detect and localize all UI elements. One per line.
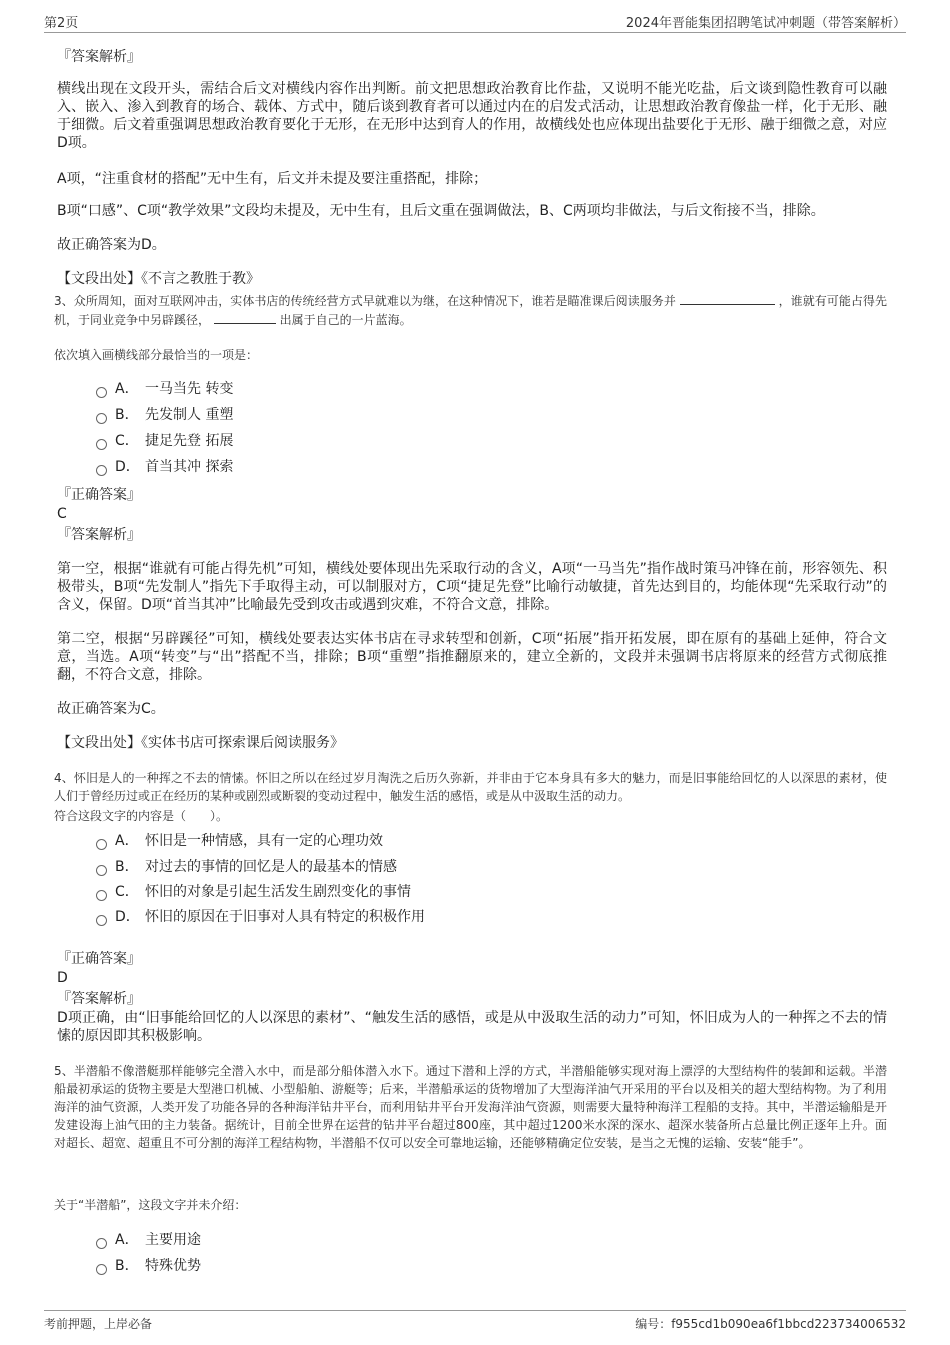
radio-icon[interactable] xyxy=(96,465,107,476)
q3-answer-label: 『正确答案』 xyxy=(57,487,141,503)
q4-option-a[interactable]: A． 怀旧是一种情感，具有一定的心理功效 xyxy=(96,832,383,850)
q3-option-a[interactable]: A． 一马当先 转变 xyxy=(96,380,233,398)
q2-conclusion: 故正确答案为D。 xyxy=(57,237,166,253)
q4-stem: 4、怀旧是人的一种挥之不去的情愫。怀旧之所以在经过岁月淘洗之后历久弥新，并非由于它本身具有多大的魅力，而是旧事能给回忆的人以深思的素材，使人们于曾经历过或正在经历的某种或剧烈或断裂的变动过程中，触发生活的感悟，或是从中汲取生活的动力。 xyxy=(54,771,887,803)
q3-source: 【文段出处】《实体书店可探索课后阅读服务》 xyxy=(57,735,344,751)
radio-icon[interactable] xyxy=(96,839,107,850)
radio-icon[interactable] xyxy=(96,1264,107,1275)
q5-option-b[interactable]: B． 特殊优势 xyxy=(96,1257,201,1275)
q3-answer: C xyxy=(57,506,67,522)
q5-option-a[interactable]: A． 主要用途 xyxy=(96,1231,201,1249)
q5-prompt: 关于“半潜船”，这段文字并未介绍： xyxy=(54,1198,247,1212)
q4-analysis-label: 『答案解析』 xyxy=(57,991,141,1007)
radio-icon[interactable] xyxy=(96,890,107,901)
q3-option-c[interactable]: C． 捷足先登 拓展 xyxy=(96,432,233,450)
q4-option-c[interactable]: C． 怀旧的对象是引起生活发生剧烈变化的事情 xyxy=(96,883,411,901)
q3-option-b[interactable]: B． 先发制人 重塑 xyxy=(96,406,233,424)
footer-slogan: 考前押题，上岸必备 xyxy=(44,1317,153,1331)
q3-analysis-p1: 第一空，根据“谁就有可能占得先机”可知，横线处要体现出先采取行动的含义，A项“一马当先”指作战时策马冲锋在前，形容领先、积极带头，B项“先发制人”指先下手取得主动，可以制服对方，C项“捷足先登”比喻行动敏捷，首先达到目的，均能体现“先采取行动”的含义，保留。D项“首当其冲”比喻最先受到攻击或遇到灾难，不符合文意，排除。 xyxy=(57,561,887,613)
radio-icon[interactable] xyxy=(96,439,107,450)
q2-source: 【文段出处】《不言之教胜于教》 xyxy=(57,271,260,287)
q2-analysis-p3: B项“口感”、C项“教学效果”文段均未提及，无中生有，且后文重在强调做法，B、C两项均非做法，与后文衔接不当，排除。 xyxy=(57,203,825,219)
document-title: 2024年晋能集团招聘笔试冲刺题（带答案解析） xyxy=(625,16,906,31)
q2-analysis-p2: A项，“注重食材的搭配”无中生有，后文并未提及要注重搭配，排除； xyxy=(57,171,488,187)
q2-analysis-p1: 横线出现在文段开头，需结合后文对横线内容作出判断。前文把思想政治教育比作盐，又说明不能光吃盐，后文谈到隐性教育可以融入、嵌入、渗入到教育的场合、载体、方式中，随后谈到教育者可以通过内在的启发式活动，让思想政治教育像盐一样，化于无形、融于细微。后文着重强调思想政治教育要化于无形，在无形中达到育人的作用，故横线处也应体现出盐要化于无形、融于细微之意，对应D项。 xyxy=(57,81,887,151)
radio-icon[interactable] xyxy=(96,1238,107,1249)
page-number: 第2页 xyxy=(44,16,79,31)
q4-prompt: 符合这段文字的内容是（ ）。 xyxy=(54,809,229,823)
q4-answer: D xyxy=(57,970,68,986)
q4-option-d[interactable]: D． 怀旧的原因在于旧事对人具有特定的积极作用 xyxy=(96,908,425,926)
q3-stem: 3、众所周知，面对互联网冲击，实体书店的传统经营方式早就难以为继，在这种情况下，谁若是瞄准课后阅读服务并 ，谁就有可能占得先机，于同业竞争中另辟蹊径， 出属于自己的一片蓝海。 xyxy=(54,291,887,329)
document-code: 编号：f955cd1b090ea6f1bbcd223734006532 xyxy=(635,1317,906,1331)
q3-analysis-label: 『答案解析』 xyxy=(57,527,141,543)
q3-blank-2 xyxy=(214,310,276,324)
q4-option-b[interactable]: B． 对过去的事情的回忆是人的最基本的情感 xyxy=(96,858,397,876)
q3-analysis-p2: 第二空，根据“另辟蹊径”可知，横线处要表达实体书店在寻求转型和创新，C项“拓展”指开拓发展，即在原有的基础上延伸，符合文意，当选。A项“转变”与“出”搭配不当，排除；B项“重塑”指推翻原来的，建立全新的，文段并未强调书店将原来的经营方式彻底推翻，不符合文意，排除。 xyxy=(57,631,887,683)
q3-conclusion: 故正确答案为C。 xyxy=(57,701,165,717)
page-footer xyxy=(44,1310,906,1333)
radio-icon[interactable] xyxy=(96,413,107,424)
page-header xyxy=(44,10,906,33)
radio-icon[interactable] xyxy=(96,865,107,876)
q4-analysis: D项正确，由“旧事能给回忆的人以深思的素材”、“触发生活的感悟，或是从中汲取生活的动力”可知，怀旧成为人的一种挥之不去的情愫的原因即其积极影响。 xyxy=(57,1010,887,1044)
q2-analysis-label: 『答案解析』 xyxy=(57,49,141,65)
q5-stem: 5、半潜船不像潜艇那样能够完全潜入水中，而是部分船体潜入水下。通过下潜和上浮的方式，半潜船能够实现对海上漂浮的大型结构件的装卸和运载。半潜船最初承运的货物主要是大型港口机械、小型船舶、游艇等；后来，半潜船承运的货物增加了大型海洋油气开采用的平台以及相关的超大型结构物。为了利用海洋的油气资源，人类开发了功能各异的各种海洋钻井平台，而利用钻井平台开发海洋油气资源，则需要大量特种海洋工程船的支持。其中，半潜运输船是开发建设海上油气田的主力装备。据统计，目前全世界在运营的钻井平台超过800座，其中超过1200米水深的深水、超深水装备所占总量比例正逐年上升。面对超长、超宽、超重且不可分割的海洋工程结构物，半潜船不仅可以安全可靠地运输，还能够精确定位安装，是当之无愧的运输、安装“能手”。 xyxy=(54,1064,887,1150)
q3-option-d[interactable]: D． 首当其冲 探索 xyxy=(96,458,233,476)
q3-blank-1 xyxy=(680,291,775,305)
radio-icon[interactable] xyxy=(96,387,107,398)
radio-icon[interactable] xyxy=(96,915,107,926)
q4-answer-label: 『正确答案』 xyxy=(57,951,141,967)
q3-prompt: 依次填入画横线部分最恰当的一项是： xyxy=(54,348,259,362)
